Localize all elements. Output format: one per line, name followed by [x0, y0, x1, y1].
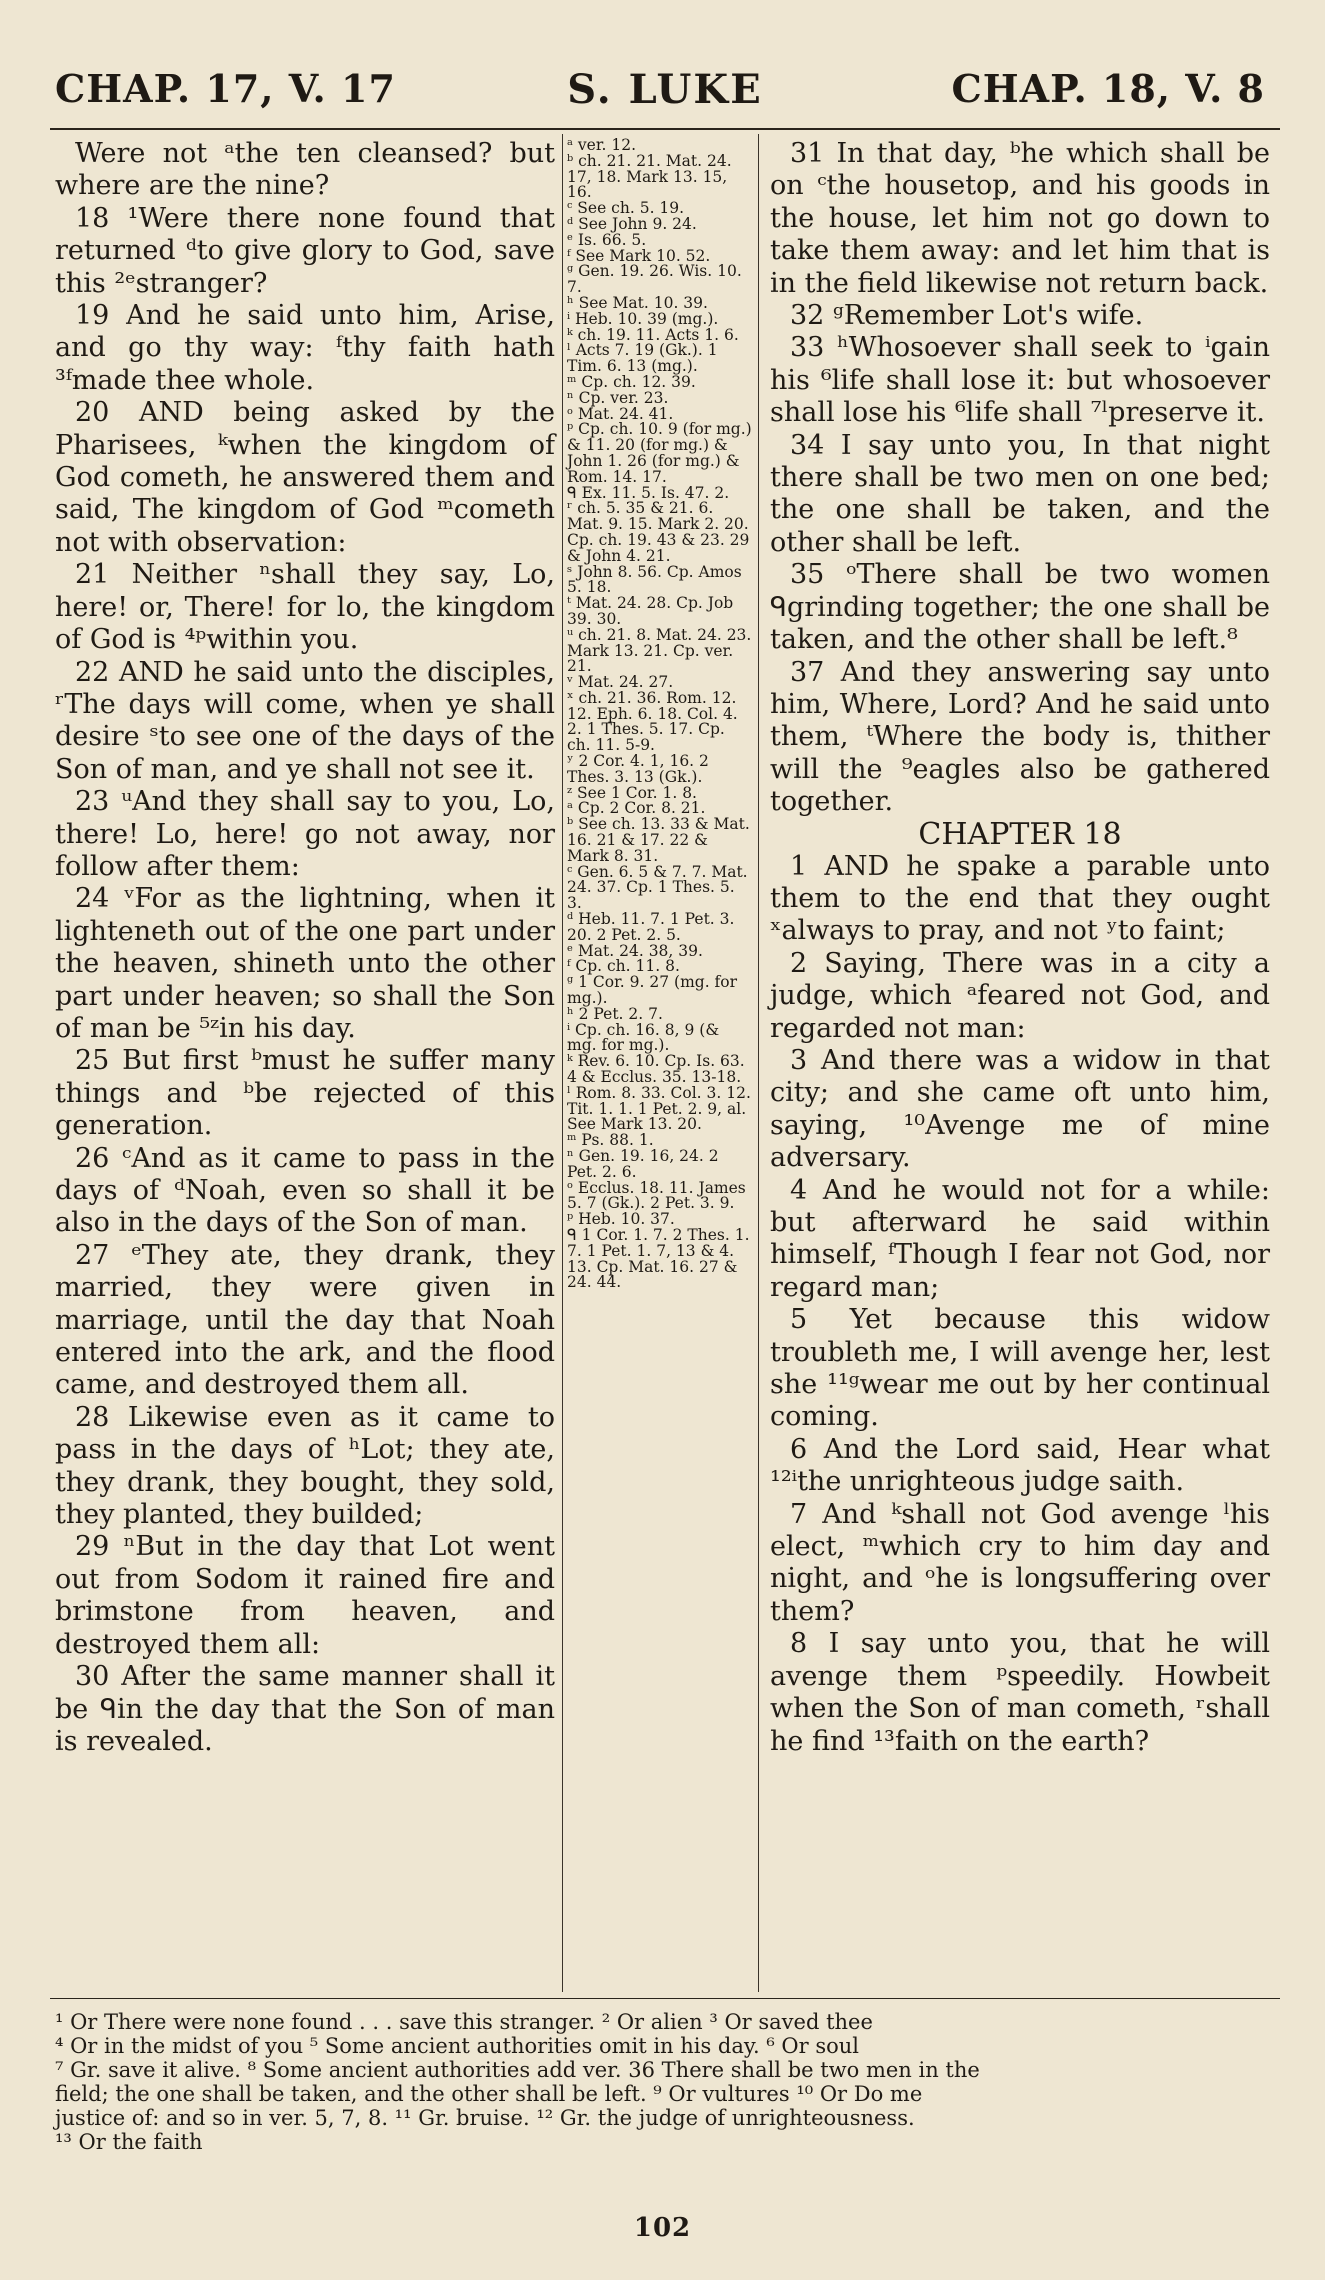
footnote-line: ¹ Or There were none found . . . save this stranger. ² Or alien ³ Or saved thee: [55, 2010, 873, 2034]
reference: ᵏ ch. 19. 11. Acts 1. 6.: [567, 325, 739, 344]
reference: ᶜ See ch. 5. 19.: [567, 199, 685, 218]
verse: 28 Likewise even as it came to pass in the days of ʰLot; they ate, they drank, they bought, they sold, they planted, they builded;: [55, 1401, 555, 1531]
reference: ᶻ See 1 Cor. 1. 8.: [567, 783, 697, 802]
verse: 37 And they answering say unto him, Where, Lord? And he said unto them, ᵗWhere the body is, thither will the ⁹eagles also be gathered together.: [770, 656, 1270, 818]
verse: 31 In that day, ᵇhe which shall be on ᶜthe housetop, and his goods in the house, let him not go down to take them away: and let him that is in the field likewise not return back.: [770, 138, 1270, 299]
verse: 1 AND he spake a parable unto them to the end that they ought ˣalways to pray, and not ʸto faint;: [770, 850, 1270, 947]
reference: ʳ ch. 5. 35 & 21. 6. Mat. 9. 15. Mark 2. 20. Cp. ch. 19. 43 & 23. 29 & John 4. 21.: [567, 499, 750, 565]
reference: ᵇ ch. 21. 21. Mat. 24. 17, 18. Mark 13. 15, 16.: [567, 151, 732, 202]
reference: ᵈ See John 9. 24.: [567, 214, 697, 233]
verse: 2 Saying, There was in a city a judge, which ᵃfeared not God, and regarded not man:: [770, 947, 1270, 1044]
header-rule: [50, 128, 1280, 130]
reference: ʰ See Mat. 10. 39.: [567, 293, 708, 312]
verse: 30 After the same manner shall it be ᑫin the day that the Son of man is revealed.: [55, 1661, 555, 1757]
chapter-heading: CHAPTER 18: [918, 816, 1122, 852]
reference: ᵖ Cp. ch. 10. 9 (for mg.) & 11. 20 (for mg.) & John 1. 26 (for mg.) & Rom. 14. 17.: [567, 420, 752, 486]
reference: ˡ Acts 7. 19 (Gk.). 1 Tim. 6. 13 (mg.).: [567, 341, 718, 376]
verse: 20 AND being asked by the Pharisees, ᵏwhen the kingdom of God cometh, he answered them and said, The kingdom of God ᵐcometh not with observation:: [55, 397, 555, 558]
reference: ᑫ Ex. 11. 5. Is. 47. 2.: [567, 483, 730, 502]
reference: ʸ 2 Cor. 4. 1, 16. 2 Thes. 3. 13 (Gk.).: [567, 752, 709, 786]
running-header-right: CHAP. 18, V. 8: [951, 66, 1265, 111]
verse: 22 AND he said unto the disciples, ʳThe days will come, when ye shall desire ˢto see one of the days of the Son of man, and ye shall not see it.: [55, 656, 555, 785]
verse: 3 And there was a widow in that city; and she came oft unto him, saying, ¹⁰Avenge me of mine adversary.: [770, 1044, 1270, 1174]
reference: ᵛ Mat. 24. 27.: [567, 673, 674, 692]
reference: ᶠ Cp. ch. 11. 8.: [567, 957, 680, 976]
verse: 33 ʰWhosoever shall seek to ⁱgain his ⁶life shall lose it: but whosoever shall lose his ⁶life shall ⁷ˡpreserve it.: [770, 332, 1270, 429]
verse: 26 ᶜAnd as it came to pass in the days of ᵈNoah, even so shall it be also in the days of the Son of man.: [55, 1142, 555, 1239]
page-number: 102: [633, 2213, 692, 2243]
reference: ᵐ Cp. ch. 12. 39.: [567, 372, 696, 391]
reference: ᶜ Gen. 6. 5 & 7. 7. Mat. 24. 37. Cp. 1 Thes. 5. 3.: [567, 862, 748, 913]
verse: 18 ¹Were there none found that returned ᵈto give glory to God, save this ²ᵉstranger?: [55, 202, 555, 299]
verse: 34 I say unto you, In that night there shall be two men on one bed; the one shall be taken, and the other shall be left.: [770, 429, 1270, 558]
reference: ᵒ Mat. 24. 41.: [567, 404, 674, 423]
reference: ᵃ Cp. 2 Cor. 8. 21.: [567, 799, 706, 818]
running-header-left: CHAP. 17, V. 17: [55, 66, 396, 111]
reference: ᵍ 1 Cor. 9. 27 (mg. for mg.).: [567, 973, 738, 1008]
reference: ᑫ 1 Cor. 1. 7. 2 Thes. 1. 7. 1 Pet. 1. 7, 13 & 4. 13. Cp. Mat. 16. 27 & 24. 44.: [567, 1225, 750, 1292]
reference: ᵐ Ps. 88. 1.: [567, 1131, 654, 1150]
verse: 29 ⁿBut in the day that Lot went out from Sodom it rained fire and brimstone from heaven, and destroyed them all:: [55, 1531, 555, 1660]
reference: ˣ ch. 21. 36. Rom. 12. 12. Eph. 6. 18. Col. 4. 2. 1 Thes. 5. 17. Cp. ch. 11. 5-9.: [567, 688, 738, 755]
reference: ᵏ Rev. 6. 10. Cp. Is. 63. 4 & Ecclus. 35. 13-18.: [567, 1052, 745, 1087]
running-header-book: S. LUKE: [567, 66, 763, 113]
verse: 5 Yet because this widow troubleth me, I will avenge her, lest she ¹¹ᵍwear me out by her continual coming.: [770, 1304, 1270, 1433]
column-divider-right: [758, 134, 759, 1992]
verse: Were not ᵃthe ten cleansed? but where are the nine?: [55, 138, 555, 202]
verse: 7 And ᵏshall not God avenge ˡhis elect, ᵐwhich cry to him day and night, and ᵒhe is longsuffering over them?: [770, 1498, 1270, 1627]
verse: 24 ᵛFor as the lightning, when it lighteneth out of the one part under the heaven, shineth unto the other part under heaven; so shall the Son of man be ⁵ᶻin his day.: [55, 883, 555, 1044]
footnotes: [55, 2010, 1275, 2154]
verse: 19 And he said unto him, Arise, and go thy way: ᶠthy faith hath ³ᶠmade thee whole.: [55, 300, 555, 396]
reference: ᵈ Heb. 11. 7. 1 Pet. 3. 20. 2 Pet. 2. 5.: [567, 910, 735, 944]
footnote-line: ¹³ Or the faith: [55, 2130, 203, 2154]
reference: ᵉ Mat. 24. 38, 39.: [567, 941, 703, 960]
cross-references: [567, 138, 753, 1291]
text-column-right: [770, 138, 1270, 1758]
footnote-line: justice of: and so in ver. 5, 7, 8. ¹¹ Gr. bruise. ¹² Gr. the judge of unrighteousness.: [55, 2106, 915, 2130]
reference: ˡ Rom. 8. 33. Col. 3. 12. Tit. 1. 1. 1 Pet. 2. 9, al. See Mark 13. 20.: [567, 1083, 751, 1134]
verse: 32 ᵍRemember Lot's wife.: [790, 300, 1144, 332]
reference: ᵒ Ecclus. 18. 11. James 5. 7 (Gk.). 2 Pet. 3. 9.: [567, 1178, 746, 1213]
verse: 8 I say unto you, that he will avenge them ᵖspeedily. Howbeit when the Son of man cometh, ʳshall he find ¹³faith on the earth?: [770, 1628, 1270, 1757]
reference: ʰ 2 Pet. 2. 7.: [567, 1004, 663, 1023]
reference: ᵃ ver. 12.: [567, 136, 637, 154]
reference: ⁿ Cp. ver. 23.: [567, 388, 669, 407]
reference: ᶠ See Mark 10. 52.: [567, 246, 711, 265]
footnote-line: field; the one shall be taken, and the other shall be left. ⁹ Or vultures ¹⁰ Or Do me: [55, 2082, 923, 2106]
footnote-line: ⁴ Or in the midst of you ⁵ Some ancient authorities omit in his day. ⁶ Or soul: [55, 2034, 860, 2058]
reference: ᵖ Heb. 10. 37.: [567, 1210, 675, 1229]
reference: ⁿ Gen. 19. 16, 24. 2 Pet. 2. 6.: [567, 1147, 719, 1181]
verse: 6 And the Lord said, Hear what ¹²ⁱthe unrighteous judge saith.: [770, 1433, 1270, 1498]
reference: ⁱ Heb. 10. 39 (mg.).: [567, 309, 719, 328]
verse: 21 Neither ⁿshall they say, Lo, here! or, There! for lo, the kingdom of God is ⁴ᵖwithin you.: [55, 559, 555, 656]
reference: ᵇ See ch. 13. 33 & Mat. 16. 21 & 17. 22 & Mark 8. 31.: [567, 815, 750, 865]
verse: 4 And he would not for a while: but afterward he said within himself, ᶠThough I fear not God, nor regard man;: [770, 1174, 1270, 1303]
verse: 27 ᵉThey ate, they drank, they married, they were given in marriage, until the day that Noah entered into the ark, and the flood came, and destroyed them all.: [55, 1239, 555, 1401]
reference: ᵍ Gen. 19. 26. Wis. 10. 7.: [567, 262, 742, 297]
reference: ˢ John 8. 56. Cp. Amos 5. 18.: [567, 562, 742, 597]
reference: ᵘ ch. 21. 8. Mat. 24. 23. Mark 13. 21. Cp. ver. 21.: [567, 625, 752, 676]
reference: ᵉ Is. 66. 5.: [567, 230, 647, 249]
reference: ⁱ Cp. ch. 16. 8, 9 (& mg. for mg.).: [567, 1020, 720, 1055]
reference: ᵗ Mat. 24. 28. Cp. Job 39. 30.: [567, 594, 734, 628]
verse: 35 ᵒThere shall be two women ᑫgrinding together; the one shall be taken, and the other shall be left.⁸: [770, 559, 1270, 656]
text-column-left: [55, 138, 555, 1758]
verse: 25 But first ᵇmust he suffer many things and ᵇbe rejected of this generation.: [55, 1045, 555, 1142]
column-divider-left: [562, 134, 563, 1992]
verse: 23 ᵘAnd they shall say to you, Lo, there! Lo, here! go not away, nor follow after them:: [55, 786, 555, 882]
footnote-line: ⁷ Gr. save it alive. ⁸ Some ancient authorities add ver. 36 There shall be two men in the: [55, 2058, 980, 2082]
footnote-rule: [50, 1998, 1280, 1999]
